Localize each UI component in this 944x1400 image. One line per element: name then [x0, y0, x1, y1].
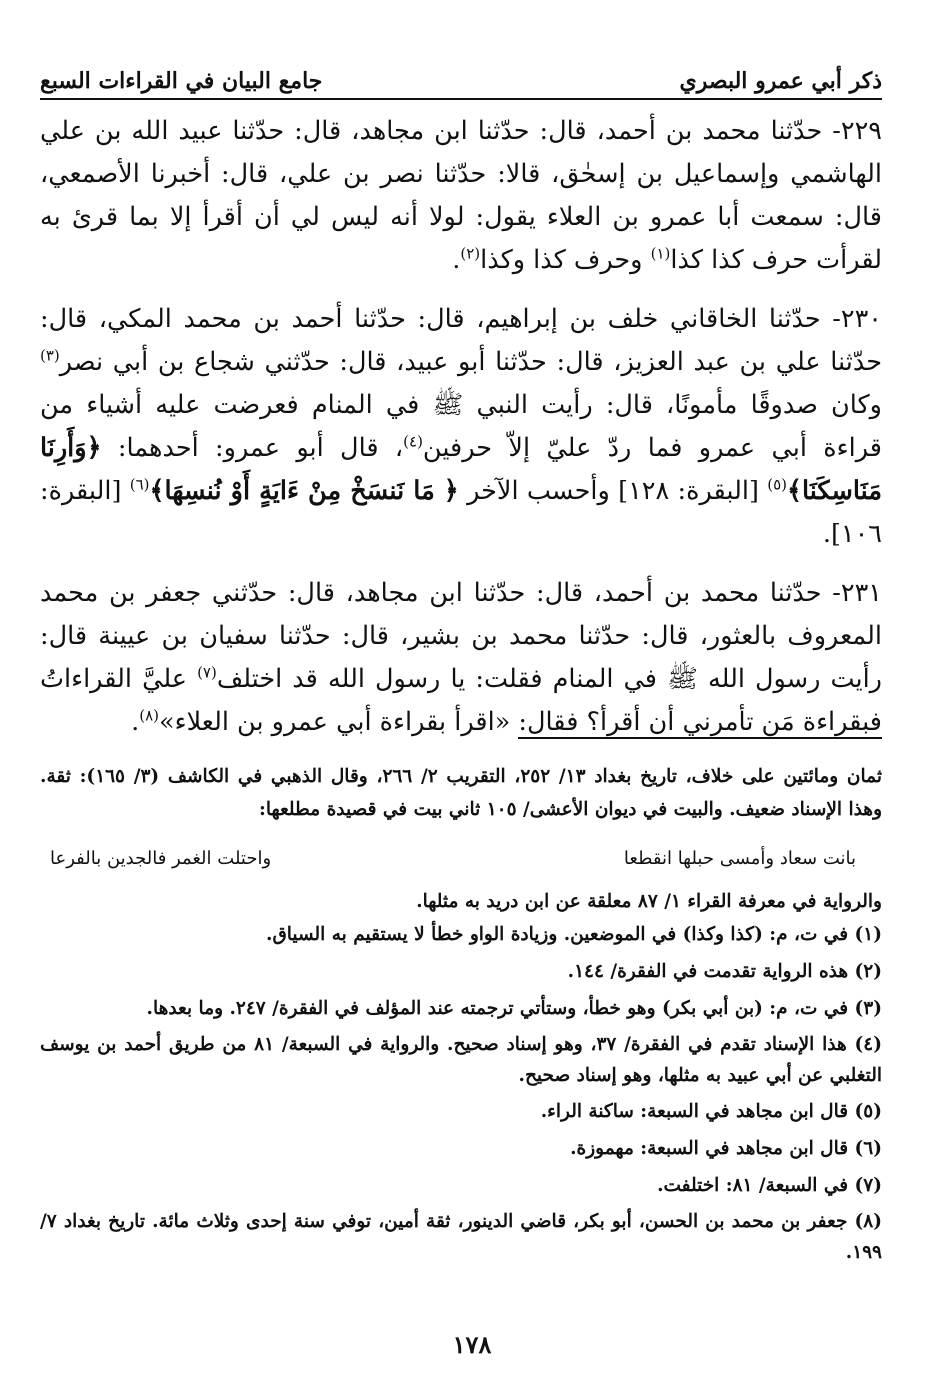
text-segment: [البقرة: ١٠٦].	[40, 476, 882, 549]
chapter-title: ذكر أبي عمرو البصري	[679, 68, 882, 94]
running-header	[40, 58, 882, 100]
footnote-continuation-end: والرواية في معرفة القراء ١/ ٨٧ معلقة عن ابن دريد به مثلها.	[416, 891, 882, 912]
footnote-7: (٧) في السبعة/ ٨١: اختلفت.	[657, 1175, 882, 1196]
page-number: ١٧٨	[452, 1330, 492, 1359]
footnote-ref-8[interactable]: (٨)	[139, 706, 159, 725]
footnote-1: (١) في ت، م: (كذا وكذا) في الموضعين. وزيادة الواو خطأ لا يستقيم به السياق.	[266, 924, 882, 945]
footnote-continuation	[40, 760, 882, 918]
footnote-ref-4[interactable]: (٤)	[403, 432, 423, 451]
book-title: جامع البيان في القراءات السبع	[40, 68, 323, 94]
footnote-8: (٨) جعفر بن محمد بن الحسن، أبو بكر، قاضي الدينور، ثقة أمين، توفي سنة إحدى وثلاث مائة. تاريخ بغداد ٧/ ١٩٩.	[40, 1211, 882, 1263]
footnote-ref-5[interactable]: (٥)	[767, 475, 788, 494]
paragraph-231	[40, 572, 882, 744]
footnote-ref-2[interactable]: (٢)	[460, 244, 481, 263]
paragraph-229	[40, 110, 882, 282]
footnote-2: (٢) هذه الرواية تقدمت في الفقرة/ ١٤٤.	[567, 961, 882, 982]
text-segment: ، قال أبو عمرو: أحدهما:	[101, 433, 404, 463]
text-segment: ٢٣٠- حدّثنا الخاقاني خلف بن إبراهيم، قال: حدّثنا أحمد بن محمد المكي، قال: حدّثنا علي بن عبد العزيز، قال: حدّثنا أبو عبيد، قال: حدّثني شجاع بن أبي نصر	[40, 304, 882, 377]
text-segment: عليَّ القراءاتُ	[40, 664, 198, 694]
poem-first-hemistich: بانت سعاد وأمسى حبلها انقطعا	[623, 848, 856, 869]
text-segment: .	[131, 707, 140, 737]
footnote-ref-3[interactable]: (٣)	[40, 346, 60, 365]
quran-quote-2: ﴿ مَا نَنسَخْ مِنْ ءَايَةٍ أَوْ نُنسِهَا﴾	[149, 476, 459, 506]
poem-second-hemistich: واحتلت الغمر فالجدين بالفرعا	[50, 848, 272, 869]
text-segment: وحرف كذا وكذا	[480, 245, 651, 275]
text-segment: ٢٢٩- حدّثنا محمد بن أحمد، قال: حدّثنا ابن مجاهد، قال: حدّثنا عبيد الله بن علي الهاشمي وإسماعيل بن إسحٰق، قالا: حدّثنا نصر بن علي، قال: أخبرنا الأصمعي، قال: سمعت أبا عمرو بن العلاء يقول: لولا أنه ليس لي أن أقرأ إلا بما قرئ به لقرأت حرف كذا كذا	[40, 116, 882, 275]
footnote-3: (٣) في ت، م: (بن أبي بكر) وهو خطأ، وستأتي ترجمته عند المؤلف في الفقرة/ ٢٤٧. وما بعدها.	[146, 998, 882, 1019]
text-segment: [البقرة: ١٢٨] وأحسب الآخر	[458, 476, 768, 506]
text-segment: ٢٣١- حدّثنا محمد بن أحمد، قال: حدّثنا ابن مجاهد، قال: حدّثني جعفر بن محمد المعروف بالعثور، قال: حدّثنا محمد بن بشير، قال: حدّثنا سفيان بن عيينة قال: رأيت رسول الله ﷺ في المنام فقلت: يا رسول الله قد اختلف	[40, 578, 882, 694]
quran-quote-1: ﴿وَأَرِنَا مَنَاسِكَنَا﴾	[40, 433, 882, 506]
main-text	[40, 110, 882, 744]
footnote-ref-1[interactable]: (١)	[650, 244, 671, 263]
text-segment: وكان صدوقًا مأمونًا، قال: رأيت النبي ﷺ في المنام فعرضت عليه أشياء من قراءة أبي عمرو فما ردّ عليّ إلاّ حرفين	[40, 390, 882, 463]
footnote-ref-6[interactable]: (٦)	[129, 475, 150, 494]
text-segment: «اقرأ بقراءة أبي عمرو بن العلاء»	[158, 707, 519, 737]
text-segment: .	[452, 245, 461, 275]
footnotes-list	[40, 918, 882, 1268]
poem-verse	[40, 842, 882, 875]
book-page	[40, 58, 882, 1400]
footnote-6: (٦) قال ابن مجاهد في السبعة: مهموزة.	[570, 1138, 882, 1159]
underlined-question: فبقراءة مَن تأمرني أن أقرأ؟ فقال:	[518, 707, 882, 737]
footnote-ref-7[interactable]: (٧)	[197, 663, 217, 682]
paragraph-230	[40, 298, 882, 556]
footnote-5: (٥) قال ابن مجاهد في السبعة: ساكنة الراء.	[540, 1101, 882, 1122]
footnote-4: (٤) هذا الإسناد تقدم في الفقرة/ ٣٧، وهو إسناد صحيح. والرواية في السبعة/ ٨١ من طريق أحمد بن يوسف التغلبي عن أبي عبيد به مثلها، وهو إسناد صحيح.	[40, 1034, 882, 1086]
footnote-continuation-text: ثمان ومائتين على خلاف، تاريخ بغداد ١٣/ ٢٥٢، التقريب ٢/ ٢٦٦، وقال الذهبي في الكاشف (٣/ ١٦٥): ثقة. وهذا الإسناد ضعيف. والبيت في ديوان الأعشى/ ١٠٥ ثاني بيت في قصيدة مطلعها:	[40, 766, 882, 820]
